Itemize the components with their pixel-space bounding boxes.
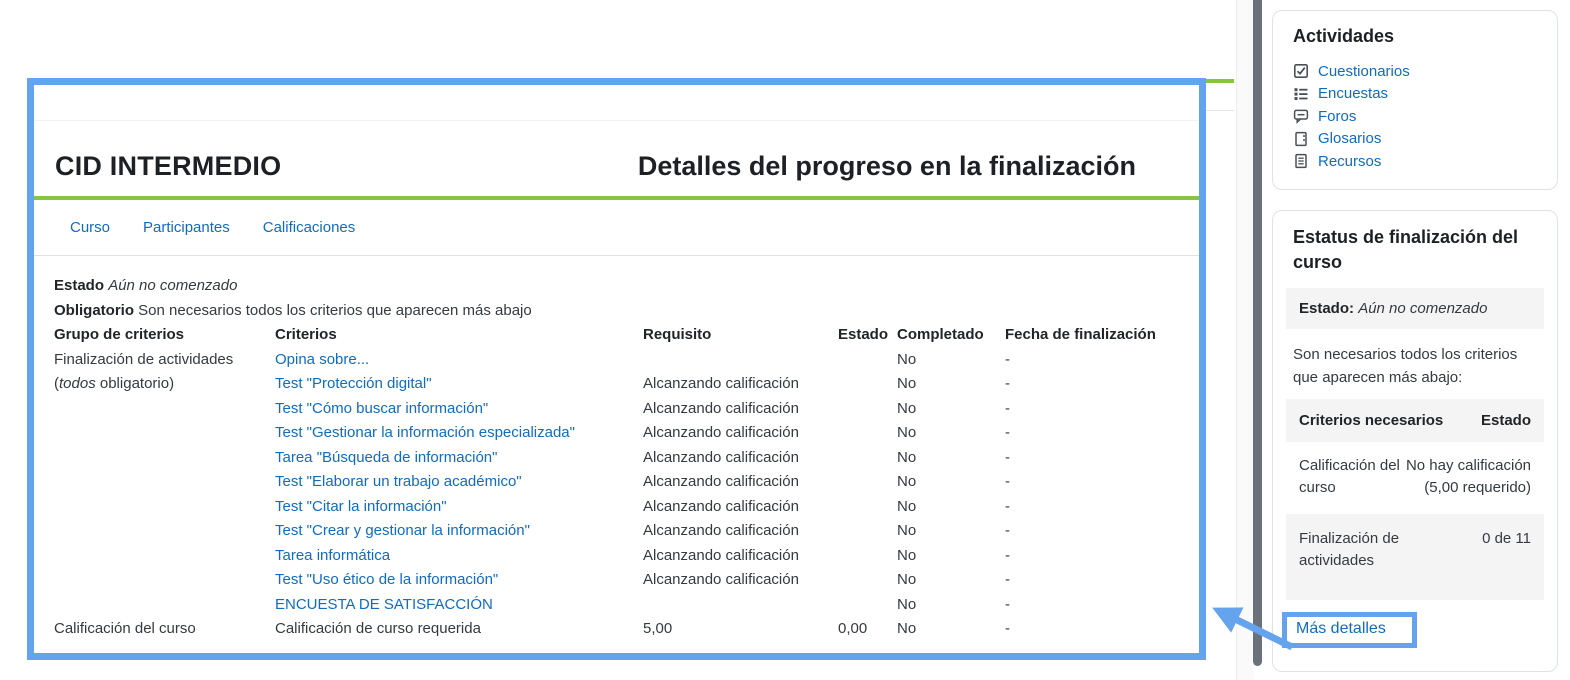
- background-divider-fragment: [1206, 110, 1234, 111]
- activity-criteria-cell: [275, 348, 643, 373]
- completion-status-block: [1272, 210, 1558, 672]
- glossary-icon: [1293, 131, 1309, 147]
- completion-details: [34, 274, 1199, 642]
- criteria-table-header: [1286, 399, 1544, 442]
- inset-screenshot-panel: [27, 78, 1206, 660]
- tabs-divider: [34, 255, 1199, 256]
- criteria-row-label: Finalización de actividades: [1299, 530, 1400, 569]
- completed-cell: No: [897, 424, 917, 441]
- criteria-col-header: Criterios necesarios: [1299, 412, 1444, 429]
- col-header-status: Estado: [838, 326, 889, 343]
- tab-calificaciones[interactable]: Calificaciones: [262, 219, 356, 236]
- criteria-group-cell: [54, 519, 275, 544]
- requirement-cell: Alcanzando calificación: [643, 571, 799, 588]
- requirement-cell: 5,00: [643, 620, 673, 637]
- activity-criteria-cell: [275, 568, 643, 593]
- criteria-row-value: No hay calificación (5,00 requerido): [1405, 457, 1531, 496]
- requirement-cell: Alcanzando calificación: [643, 399, 799, 417]
- activity-link[interactable]: Test "Cómo buscar información": [275, 399, 489, 417]
- requirement-cell: Alcanzando calificación: [643, 448, 799, 466]
- header-green-rule: [34, 196, 1199, 200]
- status-cell: [838, 495, 897, 520]
- requirement-cell: Alcanzando calificación: [643, 522, 799, 539]
- activity-criteria-cell: [275, 421, 643, 446]
- activity-criteria-cell: [275, 544, 643, 569]
- completed-cell: No: [897, 375, 917, 392]
- quiz-icon: [1293, 63, 1309, 79]
- status-cell: [838, 593, 897, 618]
- completed-cell: No: [897, 571, 917, 588]
- criteria-group-cell: [54, 470, 275, 495]
- date-cell: -: [1005, 375, 1010, 392]
- completion-status-row: [1286, 288, 1544, 329]
- criteria-row-value: 0 de 11: [1482, 530, 1531, 547]
- col-header-requirement: Requisito: [643, 326, 712, 343]
- completed-cell: No: [897, 546, 917, 564]
- activity-link[interactable]: Tarea "Búsqueda de información": [275, 448, 498, 466]
- annotation-highlight-box: [1282, 612, 1417, 648]
- completion-status-value: Aún no comenzado: [1358, 300, 1488, 317]
- status-cell: 0,00: [838, 620, 868, 637]
- activity-criteria-cell: [275, 593, 643, 618]
- status-cell: [838, 470, 897, 495]
- status-cell: [838, 421, 897, 446]
- status-value: Aún no comenzado: [108, 277, 238, 294]
- date-cell: -: [1005, 350, 1010, 368]
- date-cell: -: [1005, 571, 1010, 588]
- col-header-completed: Completado: [897, 326, 984, 343]
- requirement-cell: Alcanzando calificación: [643, 424, 799, 441]
- completed-cell: No: [897, 620, 917, 637]
- resource-icon: [1293, 153, 1309, 169]
- activity-link[interactable]: Tarea informática: [275, 546, 391, 564]
- activity-type-link[interactable]: Foros: [1318, 107, 1357, 125]
- activities-block: [1272, 10, 1558, 190]
- activity-type-link[interactable]: Glosarios: [1318, 130, 1382, 148]
- requirement-cell: Alcanzando calificación: [643, 473, 799, 490]
- date-cell: -: [1005, 473, 1010, 490]
- activity-link[interactable]: Test "Elaborar un trabajo académico": [275, 473, 522, 490]
- requirement-cell: [643, 348, 838, 373]
- col-header-date: Fecha de finalización: [1005, 326, 1156, 343]
- status-cell: [838, 519, 897, 544]
- tab-curso[interactable]: Curso: [70, 219, 111, 236]
- completion-title: Estatus de finalización del curso: [1293, 227, 1519, 272]
- forum-icon: [1293, 108, 1309, 124]
- criteria-group-cell: [54, 568, 275, 593]
- survey-icon: [1293, 86, 1309, 102]
- header-divider: [34, 120, 1199, 121]
- activity-type-item[interactable]: [1293, 83, 1537, 106]
- completed-cell: No: [897, 448, 917, 466]
- activity-criteria-cell: [275, 446, 643, 471]
- criteria-group-cell: Finalización de actividades: [54, 350, 234, 368]
- more-details-link[interactable]: Más detalles: [1296, 620, 1386, 637]
- criteria-row-label: Calificación del curso: [1299, 457, 1400, 496]
- criteria-row-activities: [1286, 514, 1544, 600]
- date-cell: -: [1005, 595, 1010, 613]
- status-cell: [838, 397, 897, 422]
- activity-type-item[interactable]: [1293, 150, 1537, 173]
- activity-type-item[interactable]: [1293, 128, 1537, 151]
- group-note-italic: todos: [59, 375, 96, 392]
- requirement-cell: [643, 593, 838, 618]
- date-cell: -: [1005, 399, 1010, 417]
- estado-col-header: Estado: [1480, 412, 1531, 429]
- course-nav-tabs: [70, 219, 355, 236]
- activities-title: Actividades: [1293, 26, 1395, 46]
- activity-link[interactable]: Test "Gestionar la información especializada": [275, 424, 575, 441]
- date-cell: -: [1005, 497, 1010, 515]
- activity-type-link[interactable]: Encuestas: [1318, 85, 1389, 103]
- background-green-rule-fragment: [1206, 79, 1234, 83]
- activity-type-item[interactable]: [1293, 105, 1537, 128]
- activities-list: [1293, 60, 1537, 173]
- inset-header: [55, 151, 1136, 182]
- date-cell: -: [1005, 424, 1010, 441]
- grade-criteria-cell: Calificación de curso requerida: [275, 620, 481, 637]
- vertical-scrollbar[interactable]: [1253, 0, 1262, 666]
- activity-criteria-cell: [275, 519, 643, 544]
- date-cell: -: [1005, 522, 1010, 539]
- date-cell: -: [1005, 546, 1010, 564]
- status-label: Estado: [54, 277, 105, 294]
- status-cell: [838, 568, 897, 593]
- activity-link[interactable]: Test "Citar la información": [275, 497, 447, 515]
- status-cell: [838, 544, 897, 569]
- criteria-group-cell: (todos obligatorio): [54, 375, 175, 392]
- activity-criteria-cell: [275, 372, 643, 397]
- completed-cell: No: [897, 350, 917, 368]
- activity-link[interactable]: Test "Uso ético de la información": [275, 571, 499, 588]
- activity-type-item[interactable]: [1293, 60, 1537, 83]
- criteria-group-cell: [54, 421, 275, 446]
- completion-status-label: Estado:: [1299, 300, 1355, 317]
- requirement-label: Obligatorio: [54, 301, 134, 319]
- activity-criteria-cell: [275, 397, 643, 422]
- page-title: Detalles del progreso en la finalización: [637, 151, 1136, 181]
- status-cell: [838, 372, 897, 397]
- criteria-group-cell: Calificación del curso: [54, 620, 196, 637]
- completion-intro: Son necesarios todos los criterios que aparecen más abajo:: [1293, 346, 1518, 386]
- completed-cell: No: [897, 399, 917, 417]
- activity-type-link[interactable]: Cuestionarios: [1318, 62, 1410, 80]
- col-header-group: Grupo de criterios: [54, 326, 185, 343]
- status-cell: [838, 348, 897, 373]
- status-line: [34, 274, 1199, 299]
- annotation-arrow: [1198, 598, 1298, 656]
- criteria-group-cell: [54, 495, 275, 520]
- status-cell: [838, 446, 897, 471]
- activity-link[interactable]: Test "Crear y gestionar la información": [275, 522, 530, 539]
- completed-cell: No: [897, 595, 917, 613]
- activity-criteria-cell: [275, 495, 643, 520]
- completed-cell: No: [897, 522, 917, 539]
- activity-link[interactable]: ENCUESTA DE SATISFACCIÓN: [275, 595, 493, 613]
- date-cell: -: [1005, 448, 1010, 466]
- course-title: CID INTERMEDIO: [55, 151, 282, 181]
- criteria-group-cell: [54, 593, 275, 618]
- requirement-cell: Alcanzando calificación: [643, 497, 799, 515]
- activity-link[interactable]: Test "Protección digital": [275, 375, 432, 392]
- col-header-criteria: Criterios: [275, 326, 337, 343]
- criteria-group-cell: [54, 397, 275, 422]
- requirement-cell: Alcanzando calificación: [643, 546, 799, 564]
- date-cell: -: [1005, 620, 1010, 637]
- criteria-row-grade: [1286, 442, 1544, 514]
- completed-cell: No: [897, 497, 917, 515]
- activity-link[interactable]: Opina sobre...: [275, 350, 370, 368]
- activity-criteria-cell: [275, 470, 643, 495]
- progress-table: [34, 323, 1199, 642]
- page-edge-gutter: [1236, 0, 1254, 680]
- criteria-group-cell: [54, 446, 275, 471]
- criteria-group-cell: [54, 544, 275, 569]
- tab-participantes[interactable]: Participantes: [143, 219, 230, 236]
- activity-type-link[interactable]: Recursos: [1318, 152, 1382, 170]
- requirement-cell: Alcanzando calificación: [643, 375, 799, 392]
- completed-cell: No: [897, 473, 917, 490]
- requirement-value: Son necesarios todos los criterios que aparecen más abajo: [138, 301, 532, 319]
- requirement-line: [34, 299, 1199, 324]
